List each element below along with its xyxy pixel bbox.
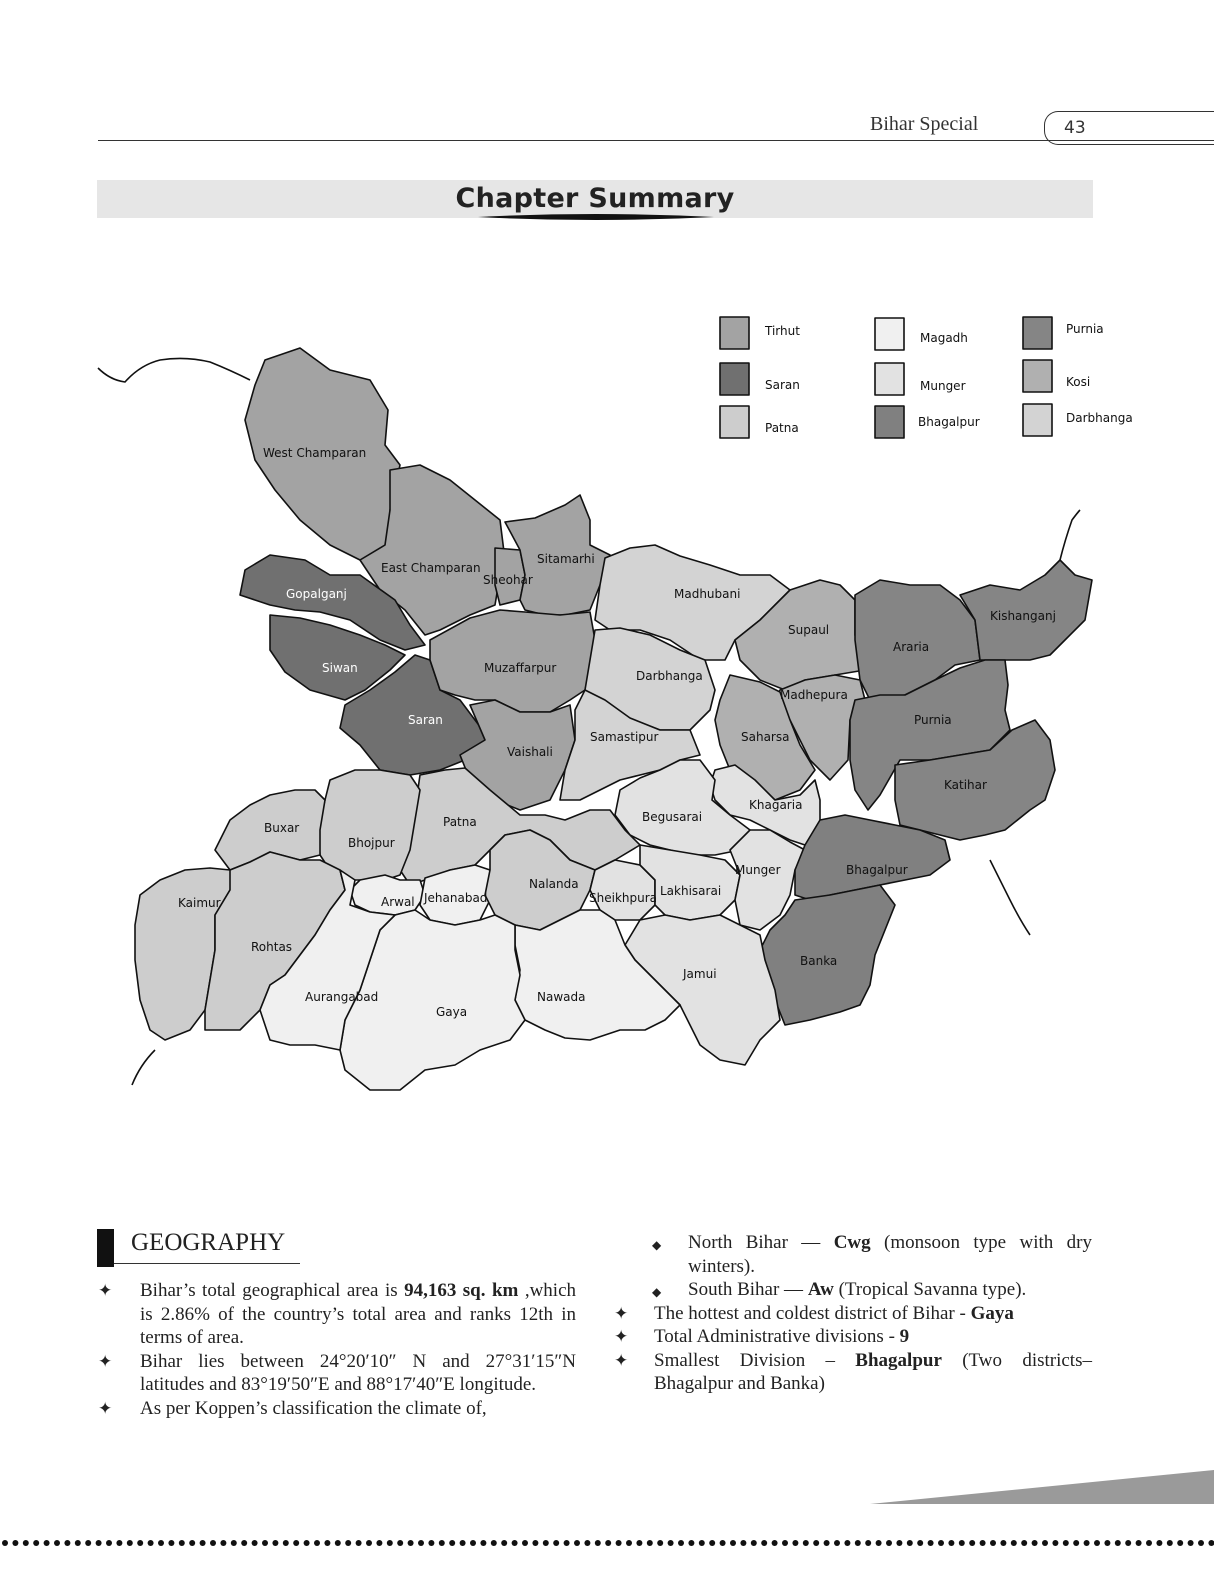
- footer-dot: [460, 1540, 466, 1546]
- footer-dot: [1156, 1540, 1162, 1546]
- legend-label: Munger: [920, 379, 966, 393]
- footer-dot: [1000, 1540, 1006, 1546]
- district-label: Saharsa: [741, 730, 790, 744]
- legend-swatch: [875, 363, 904, 395]
- footer-dot: [564, 1540, 570, 1546]
- district-label: Jamui: [683, 967, 717, 981]
- district-label: Patna: [443, 815, 477, 829]
- footer-dot: [772, 1540, 778, 1546]
- footer-dot: [428, 1540, 434, 1546]
- footer-dot: [886, 1540, 892, 1546]
- footer-dot: [948, 1540, 954, 1546]
- footer-dot: [730, 1540, 736, 1546]
- footer-dot: [1104, 1540, 1110, 1546]
- district-label: Samastipur: [590, 730, 659, 744]
- legend-swatch: [875, 318, 904, 350]
- footer-dot: [397, 1540, 403, 1546]
- legend-swatch: [875, 406, 904, 438]
- district-label: Sitamarhi: [537, 552, 595, 566]
- footer-wedge: [870, 1468, 1214, 1508]
- footer-dot: [75, 1540, 81, 1546]
- footer-dot: [792, 1540, 798, 1546]
- footer-dot: [480, 1540, 486, 1546]
- footer-dot: [220, 1540, 226, 1546]
- footer-dot: [96, 1540, 102, 1546]
- star-bullet-icon: ✦: [614, 1303, 629, 1323]
- footer-dot: [283, 1540, 289, 1546]
- district-label: Katihar: [944, 778, 987, 792]
- map-legend: [720, 317, 1133, 438]
- footer-dot: [33, 1540, 39, 1546]
- river-line-east: [1060, 510, 1080, 560]
- footer-dot: [158, 1540, 164, 1546]
- footer-dot: [1011, 1540, 1017, 1546]
- footer-dot: [751, 1540, 757, 1546]
- footer-dot: [439, 1540, 445, 1546]
- footer-dot: [1084, 1540, 1090, 1546]
- legend-swatch: [1023, 360, 1052, 392]
- footer-dot: [917, 1540, 923, 1546]
- district-label: Saran: [408, 713, 443, 727]
- legend-label: Purnia: [1066, 322, 1104, 336]
- district-label: Gopalganj: [286, 587, 347, 601]
- footer-dot: [1032, 1540, 1038, 1546]
- legend-swatch: [1023, 317, 1052, 349]
- district-label: Vaishali: [507, 745, 553, 759]
- district-label: Sheikhpura: [589, 891, 658, 905]
- footer-dot: [720, 1540, 726, 1546]
- left-text-column: [98, 1279, 577, 1420]
- district-label: Bhojpur: [348, 836, 395, 850]
- footer-dot: [356, 1540, 362, 1546]
- legend-label: Bhagalpur: [918, 415, 980, 429]
- district-label: Muzaffarpur: [484, 661, 557, 675]
- river-line-west: [98, 358, 250, 382]
- section-title-underline: [114, 1263, 300, 1264]
- legend-label: Darbhanga: [1066, 411, 1133, 425]
- footer-dot: [647, 1540, 653, 1546]
- chapter-title-underline: [478, 213, 714, 221]
- footer-dot: [127, 1540, 133, 1546]
- district-label: Jehanabad: [424, 891, 488, 905]
- footer-dot: [262, 1540, 268, 1546]
- footer-dot: [699, 1540, 705, 1546]
- page-number: 43: [1064, 118, 1086, 138]
- district-label: Aurangabad: [305, 990, 379, 1004]
- star-bullet-icon: ✦: [98, 1281, 113, 1300]
- district-label: Madhubani: [674, 587, 741, 601]
- footer-dot: [449, 1540, 455, 1546]
- footer-dot: [1146, 1540, 1152, 1546]
- footer-dot: [896, 1540, 902, 1546]
- footer-dot: [1021, 1540, 1027, 1546]
- footer-dot: [231, 1540, 237, 1546]
- footer-dot: [709, 1540, 715, 1546]
- legend-label: Patna: [765, 421, 799, 435]
- footer-dot: [761, 1540, 767, 1546]
- footer-dot: [137, 1540, 143, 1546]
- district-lakhisarai: [640, 845, 740, 920]
- footer-dot: [189, 1540, 195, 1546]
- footer-dot: [1073, 1540, 1079, 1546]
- footer-dot: [907, 1540, 913, 1546]
- footer-dot: [54, 1540, 60, 1546]
- footer-dot: [1167, 1540, 1173, 1546]
- footer-dot: [824, 1540, 830, 1546]
- footer-dot: [512, 1540, 518, 1546]
- sub-item-south-bihar: ◆ South Bihar — Aw (Tropical Savanna type).: [688, 1278, 1092, 1302]
- footer-dot: [241, 1540, 247, 1546]
- footer-dot: [636, 1540, 642, 1546]
- footer-dot: [1094, 1540, 1100, 1546]
- footer-dot: [23, 1540, 29, 1546]
- legend-label: Magadh: [920, 331, 968, 345]
- footer-dot: [532, 1540, 538, 1546]
- footer-dot: [1188, 1540, 1194, 1546]
- bullet-item-koppen: ✦ As per Koppen’s classification the climate of,: [98, 1397, 487, 1419]
- bihar-district-map: [0, 300, 1214, 1100]
- footer-dot: [595, 1540, 601, 1546]
- star-bullet-icon: ✦: [98, 1351, 113, 1371]
- district-label: Madhepura: [780, 688, 848, 702]
- district-label: Lakhisarai: [660, 884, 722, 898]
- district-label: Khagaria: [749, 798, 803, 812]
- footer-dot: [876, 1540, 882, 1546]
- footer-dot: [844, 1540, 850, 1546]
- river-line-south-east: [990, 860, 1030, 935]
- footer-dot: [210, 1540, 216, 1546]
- footer-dot: [272, 1540, 278, 1546]
- footer-dot: [1052, 1540, 1058, 1546]
- footer-dot: [1177, 1540, 1183, 1546]
- footer-dot: [959, 1540, 965, 1546]
- footer-dot: [293, 1540, 299, 1546]
- district-label: Supaul: [788, 623, 830, 637]
- diamond-bullet-icon: ◆: [652, 1285, 662, 1299]
- section-title: GEOGRAPHY: [131, 1229, 286, 1256]
- footer-dot: [740, 1540, 746, 1546]
- district-bhojpur: [318, 770, 420, 880]
- bullet-item-area: ✦ Bihar’s total geographical area is 94,163 sq. km ,which is 2.86% of the country’s total area and ranks 12th in terms of area.: [98, 1280, 577, 1348]
- footer-dot: [1115, 1540, 1121, 1546]
- district-label: West Champaran: [263, 446, 367, 460]
- footer-dot: [376, 1540, 382, 1546]
- footer-dotted-rule: [0, 1538, 1214, 1548]
- footer-dot: [1042, 1540, 1048, 1546]
- district-label: Buxar: [264, 821, 300, 835]
- footer-dot: [1208, 1540, 1214, 1546]
- district-label: Nawada: [537, 990, 586, 1004]
- footer-dot: [928, 1540, 934, 1546]
- footer-dot: [116, 1540, 122, 1546]
- footer-dot: [813, 1540, 819, 1546]
- district-label: Arwal: [381, 895, 415, 909]
- footer-dot: [85, 1540, 91, 1546]
- footer-dot: [408, 1540, 414, 1546]
- legend-swatch: [720, 317, 749, 349]
- footer-dot: [616, 1540, 622, 1546]
- district-label: Munger: [735, 863, 781, 877]
- footer-dot: [1063, 1540, 1069, 1546]
- star-bullet-icon: ✦: [98, 1398, 113, 1418]
- footer-dot: [626, 1540, 632, 1546]
- footer-dot: [200, 1540, 206, 1546]
- footer-dot: [335, 1540, 341, 1546]
- legend-swatch: [1023, 404, 1052, 436]
- chapter-title: Chapter Summary: [455, 183, 735, 214]
- legend-swatch: [720, 363, 749, 395]
- footer-dot: [584, 1540, 590, 1546]
- footer-dot: [2, 1540, 8, 1546]
- bullet-item-latitude: ✦ Bihar lies between 24°20′10″ N and 27°31′15″N latitudes and 83°19′50″E and 88°17′40″E longitude.: [98, 1350, 576, 1395]
- district-label: Nalanda: [529, 877, 579, 891]
- district-label: Banka: [800, 954, 838, 968]
- footer-dot: [12, 1540, 18, 1546]
- district-label: Rohtas: [251, 940, 293, 954]
- footer-dot: [803, 1540, 809, 1546]
- footer-dot: [345, 1540, 351, 1546]
- river-line-south-west: [132, 1050, 155, 1085]
- header-rule: [98, 140, 1214, 141]
- section-marker: [97, 1229, 114, 1267]
- footer-dot: [938, 1540, 944, 1546]
- footer-dot: [865, 1540, 871, 1546]
- right-text-column: [614, 1231, 1092, 1396]
- footer-dot: [1125, 1540, 1131, 1546]
- district-label: Gaya: [436, 1005, 468, 1019]
- district-label: Kishanganj: [990, 609, 1056, 623]
- footer-dot: [605, 1540, 611, 1546]
- footer-dot: [980, 1540, 986, 1546]
- footer-dot: [304, 1540, 310, 1546]
- legend-swatch: [720, 406, 749, 438]
- footer-dot: [470, 1540, 476, 1546]
- diamond-bullet-icon: ◆: [652, 1238, 662, 1252]
- footer-dot: [553, 1540, 559, 1546]
- star-bullet-icon: ✦: [614, 1350, 629, 1370]
- footer-dot: [855, 1540, 861, 1546]
- footer-dot: [324, 1540, 330, 1546]
- footer-dot: [688, 1540, 694, 1546]
- footer-dot: [678, 1540, 684, 1546]
- district-label: Kaimur: [178, 896, 221, 910]
- district-label: Darbhanga: [636, 669, 703, 683]
- bullet-item-divisions: ✦ Total Administrative divisions - 9: [614, 1326, 910, 1347]
- legend-label: Saran: [765, 378, 800, 392]
- district-label: Begusarai: [642, 810, 703, 824]
- footer-dot: [179, 1540, 185, 1546]
- footer-dot: [106, 1540, 112, 1546]
- footer-dot: [574, 1540, 580, 1546]
- footer-dot: [522, 1540, 528, 1546]
- footer-dot: [657, 1540, 663, 1546]
- footer-dot: [168, 1540, 174, 1546]
- legend-label: Kosi: [1066, 375, 1091, 389]
- footer-dot: [418, 1540, 424, 1546]
- footer-dot: [834, 1540, 840, 1546]
- footer-dot: [543, 1540, 549, 1546]
- footer-dot: [314, 1540, 320, 1546]
- footer-dot: [148, 1540, 154, 1546]
- footer-dot: [969, 1540, 975, 1546]
- running-header-title: Bihar Special: [870, 113, 979, 135]
- footer-dot: [782, 1540, 788, 1546]
- district-label: Sheohar: [483, 573, 533, 587]
- footer-dot: [252, 1540, 258, 1546]
- footer-dot: [64, 1540, 70, 1546]
- district-label: Bhagalpur: [846, 863, 908, 877]
- bullet-item-gaya: ✦ The hottest and coldest district of Bihar - Gaya: [614, 1302, 1014, 1324]
- footer-dot: [1136, 1540, 1142, 1546]
- bullet-item-smallest-division: ✦ Smallest Division – Bhagalpur (Two districts– Bhagalpur and Banka): [614, 1349, 1092, 1394]
- sub-item-north-bihar: ◆ North Bihar — Cwg (monsoon type with dry winters).: [652, 1232, 1092, 1277]
- district-label: Siwan: [322, 661, 358, 675]
- star-bullet-icon: ✦: [614, 1327, 629, 1346]
- footer-dot: [387, 1540, 393, 1546]
- footer-dot: [990, 1540, 996, 1546]
- footer-dot: [491, 1540, 497, 1546]
- district-label: Purnia: [914, 713, 952, 727]
- district-label: East Champaran: [381, 561, 481, 575]
- footer-dot: [501, 1540, 507, 1546]
- legend-label: Tirhut: [765, 324, 800, 338]
- footer-dot: [44, 1540, 50, 1546]
- footer-dot: [366, 1540, 372, 1546]
- footer-dot: [668, 1540, 674, 1546]
- district-label: Araria: [893, 640, 930, 654]
- footer-dot: [1198, 1540, 1204, 1546]
